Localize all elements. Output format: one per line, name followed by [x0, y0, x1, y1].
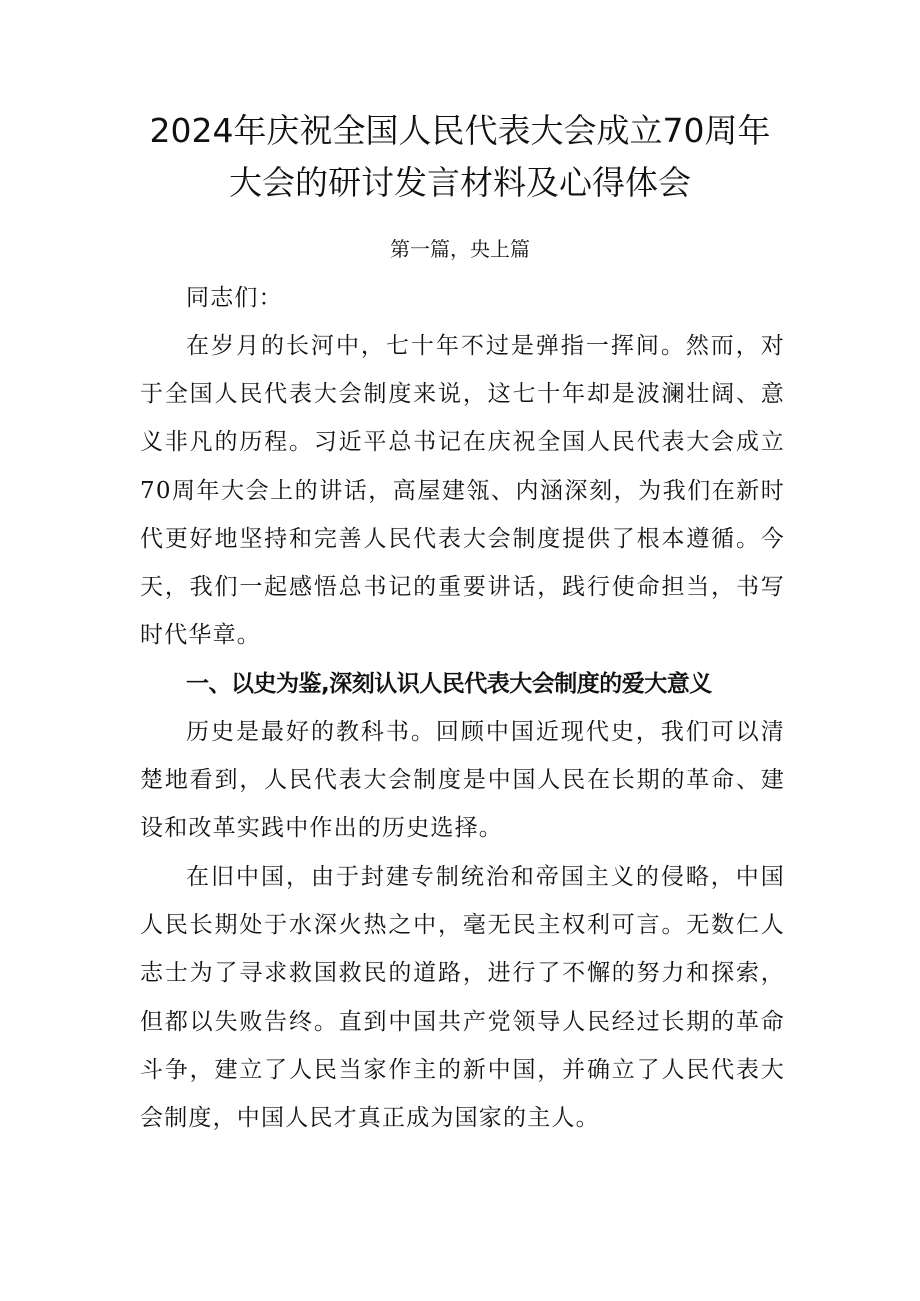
document-title-line-2: 大会的研讨发言材料及心得体会 — [229, 163, 691, 202]
document-subtitle: 第一篇，央上篇 — [390, 237, 530, 261]
paragraph-history: 历史是最好的教科书。回顾中国近现代史，我们可以清楚地看到，人民代表大会制度是中国人民在长期的革命、建设和改革实践中作出的历史选择。 — [140, 719, 785, 842]
paragraph-intro: 在岁月的长河中，七十年不过是弹指一挥间。然而，对于全国人民代表大会制度来说，这七十年却是波澜壮阔、意义非凡的历程。习近平总书记在庆祝全国人民代表大会成立70周年大会上的讲话，高屋建瓴、内涵深刻，为我们在新时代更好地坚持和完善人民代表大会制度提供了根本遵循。今天，我们一起感悟总书记的重要讲话，践行使命担当，书写时代华章。 — [140, 333, 785, 649]
section-heading: 一、以史为鉴,深刻认识人民代表大会制度的爱大意义 — [186, 671, 712, 697]
document-title-line-1: 2024年庆祝全国人民代表大会成立70周年 — [149, 111, 771, 150]
salutation: 同志们： — [186, 285, 283, 311]
paragraph-old-china: 在旧中国，由于封建专制统治和帝国主义的侵略，中国人民长期处于水深火热之中，毫无民主权利可言。无数仁人志士为了寻求救国救民的道路，进行了不懈的努力和探索，但都以失败告终。直到中国共产党领导人民经过长期的革命斗争，建立了人民当家作主的新中国，并确立了人民代表大会制度，中国人民才真正成为国家的主人。 — [140, 864, 785, 1132]
